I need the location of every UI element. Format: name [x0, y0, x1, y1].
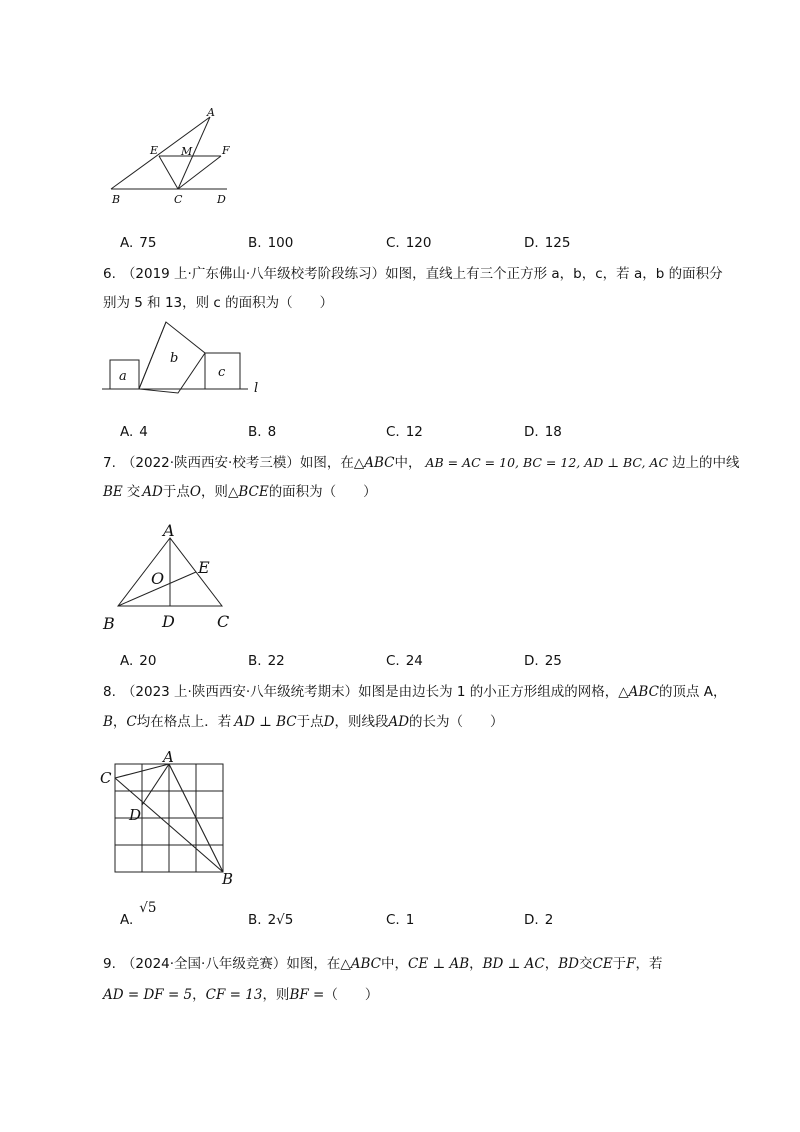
q8-text-2e: 于点 — [296, 714, 324, 730]
q7-text-1a: （2022·陕西西安·校考三模）如图，在 — [121, 455, 354, 471]
q6-option-d[interactable] — [524, 424, 562, 440]
q7-option-b[interactable] — [248, 653, 285, 669]
q5-option-b[interactable] — [248, 235, 293, 251]
q9-triangle-abc: △ABC — [340, 956, 381, 972]
q8-triangle-abc: △ABC — [618, 684, 659, 700]
q9-text-1b: 中， — [380, 956, 408, 972]
option-letter: C. — [386, 235, 400, 251]
q8-sep: ， — [112, 714, 127, 730]
option-letter: B. — [248, 653, 262, 669]
option-value: 24 — [405, 653, 423, 669]
q8-label-c: C — [100, 769, 112, 787]
q7-stem-line2 — [103, 483, 377, 501]
option-letter: D. — [524, 424, 539, 440]
q7-ad: AD — [142, 484, 163, 500]
option-value: 25 — [544, 653, 562, 669]
option-value: √5 — [139, 900, 157, 916]
q5-option-c[interactable] — [386, 235, 432, 251]
q9-stem-line2 — [103, 986, 378, 1004]
q8-d: D — [323, 714, 335, 730]
q6-label-l: l — [254, 381, 259, 396]
q5-figure — [100, 105, 250, 215]
option-value: 18 — [544, 424, 562, 440]
q7-label-o: O — [151, 569, 165, 588]
q8-c: C — [126, 714, 137, 730]
q9-text-1a: （2024·全国·八年级竞赛）如图，在 — [121, 956, 341, 972]
q8-option-b[interactable] — [248, 912, 293, 928]
q7-be: BE — [103, 484, 123, 500]
q7-text-2d: 的面积为（ ） — [268, 484, 377, 500]
q7-condition: AB = AC = 10, BC = 12, AD ⊥ BC, AC — [425, 455, 669, 470]
option-letter: C. — [386, 424, 400, 440]
q8-text-2d: 均在格点上．若 — [136, 714, 232, 730]
option-value: 75 — [139, 235, 157, 251]
q9-cf: CF = 13 — [205, 987, 263, 1003]
q5-label-e: E — [150, 144, 159, 157]
q6-label-c: c — [218, 365, 226, 380]
q8-label-d: D — [129, 806, 142, 824]
q5-label-a: A — [207, 106, 215, 119]
option-value: 22 — [267, 653, 285, 669]
q7-text-2b: 于点 — [162, 484, 190, 500]
q7-stem-line1 — [103, 454, 740, 472]
option-value: 20 — [139, 653, 157, 669]
q6-square-b-left — [139, 322, 166, 389]
q8-stem-line2 — [103, 713, 504, 731]
q8-ad: AD — [388, 714, 410, 730]
q7-text-1b: 中， — [394, 455, 422, 471]
q6-option-b[interactable] — [248, 424, 276, 440]
q7-label-e: E — [198, 558, 210, 577]
q8-option-d[interactable] — [524, 912, 553, 928]
q8-text-1b: 的顶点 A， — [658, 684, 727, 700]
q6-figure — [98, 320, 270, 400]
q7-option-a[interactable] — [120, 653, 156, 669]
q6-text-1: （2019 上·广东佛山·八年级校考阶段练习）如图，直线上有三个正方形 a，b，c，若 a，b 的面积分 — [121, 266, 723, 282]
q6-option-a[interactable] — [120, 424, 148, 440]
q7-text-2a: 交 — [126, 484, 141, 500]
q9-comma1: ， — [469, 956, 483, 972]
q6-stem-line2 — [103, 294, 333, 312]
option-letter: A. — [120, 912, 134, 928]
option-letter: A. — [120, 424, 134, 440]
q7-o: O — [189, 484, 201, 500]
option-letter: D. — [524, 235, 539, 251]
q7-text-2c: ，则 — [200, 484, 228, 500]
q7-label-a: A — [163, 521, 175, 540]
option-letter: A. — [120, 653, 134, 669]
q5-option-d[interactable] — [524, 235, 570, 251]
option-value: 2 — [544, 912, 554, 928]
q9-text-1d: 于 — [612, 956, 627, 972]
q7-option-c[interactable] — [386, 653, 423, 669]
q7-triangle-abc: △ABC — [353, 455, 395, 471]
q5-line-ec — [159, 156, 178, 189]
q8-b: B — [103, 714, 113, 730]
q6-label-b: b — [170, 351, 179, 366]
option-letter: B. — [248, 235, 262, 251]
q8-label-a: A — [163, 748, 174, 766]
q9-text-1e: ，若 — [635, 956, 663, 972]
q5-label-b: B — [112, 193, 121, 206]
q9-ad-df: AD = DF = 5 — [103, 987, 193, 1003]
q6-option-c[interactable] — [386, 424, 423, 440]
q6-stem-line1 — [103, 265, 723, 283]
q9-stem-line1 — [103, 955, 663, 973]
q7-label-b: B — [103, 614, 115, 633]
q5-label-c: C — [174, 193, 183, 206]
q8-text-1a: （2023 上·陕西西安·八年级统考期末）如图是由边长为 1 的小正方形组成的网格， — [121, 684, 619, 700]
q5-label-m: M — [181, 145, 193, 158]
option-value: 4 — [139, 424, 148, 440]
option-value: 1 — [405, 912, 415, 928]
option-letter: C. — [386, 912, 400, 928]
q8-stem-line1 — [103, 683, 726, 701]
q9-text-2e: （ ） — [324, 987, 379, 1003]
q5-option-a[interactable] — [120, 235, 156, 251]
q7-figure — [100, 518, 245, 636]
option-value: 100 — [267, 235, 294, 251]
q5-line-ba — [111, 117, 210, 189]
q8-text-2g: 的长为（ ） — [409, 714, 504, 730]
q7-number: 7. — [103, 455, 116, 471]
option-letter: A. — [120, 235, 134, 251]
q9-ce: CE — [592, 956, 613, 972]
q7-triangle-bce: △BCE — [227, 484, 269, 500]
option-value: 8 — [267, 424, 277, 440]
q7-text-1c: 边上的中线 — [672, 455, 740, 471]
option-letter: C. — [386, 653, 400, 669]
q7-option-d[interactable] — [524, 653, 562, 669]
q7-label-c: C — [217, 612, 230, 631]
q9-number: 9. — [103, 956, 116, 972]
q6-label-a: a — [119, 369, 127, 384]
q6-text-2: 别为 5 和 13，则 c 的面积为（ ） — [103, 295, 334, 311]
q8-figure — [95, 748, 245, 888]
q9-ce-ab: CE ⊥ AB — [407, 956, 470, 972]
option-letter: D. — [524, 912, 539, 928]
q8-number: 8. — [103, 684, 116, 700]
q9-bd-ac: BD ⊥ AC — [482, 956, 545, 972]
q8-text-2f: ，则线段 — [334, 714, 389, 730]
q7-label-d: D — [162, 612, 175, 631]
option-letter: B. — [248, 424, 262, 440]
q5-line-cf — [178, 156, 221, 189]
q9-comma3: ， — [192, 987, 206, 1003]
option-letter: D. — [524, 653, 539, 669]
q8-option-a[interactable] — [120, 900, 157, 928]
q8-option-c[interactable] — [386, 912, 414, 928]
q8-label-b: B — [222, 870, 234, 888]
q9-text-1c: 交 — [578, 956, 593, 972]
option-value: 120 — [405, 235, 432, 251]
q5-label-d: D — [217, 193, 226, 206]
q8-perp: AD ⊥ BC — [234, 714, 297, 730]
q6-number: 6. — [103, 266, 116, 282]
option-letter: B. — [248, 912, 262, 928]
option-value: 12 — [405, 424, 423, 440]
option-value: 125 — [544, 235, 571, 251]
q9-bd: BD — [558, 956, 579, 972]
q9-f: F — [626, 956, 636, 972]
q9-comma2: ， — [544, 956, 559, 972]
q9-bf: BF = — [289, 987, 325, 1003]
q5-label-f: F — [222, 144, 230, 157]
option-value: 2√5 — [267, 912, 294, 928]
q9-text-2c: ，则 — [262, 987, 290, 1003]
